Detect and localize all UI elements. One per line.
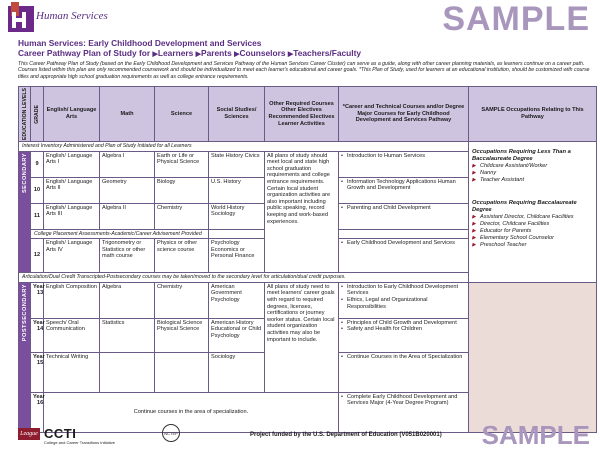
col-grade: GRADE	[31, 87, 44, 142]
english-cell: English Composition	[44, 282, 100, 318]
social-cell: State History Civics	[209, 151, 265, 177]
nccte-logo: NCTEP	[162, 424, 180, 442]
document-titles	[18, 38, 593, 80]
social-cell: World History Sociology	[209, 203, 265, 229]
year-cell: Year 13	[31, 282, 44, 318]
year-cell: Year 14	[31, 318, 44, 352]
level-secondary: SECONDARY	[19, 151, 31, 273]
sample-watermark-bottom: SAMPLE	[481, 420, 590, 450]
technical-cell: • Continue Courses in the Area of Specialization	[339, 352, 469, 392]
technical-cell: • Introduction to Human Services	[339, 151, 469, 177]
band-interest: Interest Inventory Administered and Plan of Study Initiated for all Learners	[19, 142, 469, 152]
audience-parents: Parents	[201, 48, 232, 58]
page-footer	[0, 420, 600, 450]
col-science: Science	[155, 87, 209, 142]
math-cell: Geometry	[100, 177, 155, 203]
occ-less-heading: Occupations Requiring Less Than a Baccalaureate Degree	[472, 149, 571, 163]
ccti-logo: CCTI	[44, 426, 77, 441]
ccti-logo-subtitle: College and Career Transitions Initiative	[44, 440, 115, 445]
social-cell: American Government Psychology	[209, 282, 265, 318]
specialization-cell: Continue courses in the area of specialization.	[44, 392, 339, 432]
year-cell: Year 16	[31, 392, 44, 432]
occ-item: ▶ Elementary School Counselor	[472, 235, 593, 242]
technical-cell: • Information Technology Applications Human Growth and Development	[339, 177, 469, 203]
math-cell: Algebra II	[100, 203, 155, 229]
science-cell: Physics or other science course	[155, 239, 209, 273]
english-cell: Speech/ Oral Communication	[44, 318, 100, 352]
plan-of-study-table	[18, 86, 597, 433]
year-cell: Year 15	[31, 352, 44, 392]
col-other: Other Required Courses Other Electives Recommended Electives Learner Activities	[265, 87, 339, 142]
english-cell: English/ Language Arts I	[44, 151, 100, 177]
page-subtitle: Career Pathway Plan of Study for ▶Learners ▶Parents ▶Counselors ▶Teachers/Faculty	[18, 48, 362, 58]
audience-counselors: Counselors	[239, 48, 286, 58]
technical-cell: • Early Childhood Development and Services	[339, 239, 469, 273]
col-english: English/ Language Arts	[44, 87, 100, 142]
funding-note: Project funded by the U.S. Department of Education (V051B020001)	[250, 432, 442, 438]
col-levels: EDUCATION LEVELS	[19, 87, 31, 142]
science-cell: Chemistry	[155, 282, 209, 318]
occ-item: ▶ Director, Childcare Facilities	[472, 221, 593, 228]
technical-cell: • Complete Early Childhood Development and Services Major (4-Year Degree Program)	[339, 392, 469, 432]
math-cell: Algebra	[100, 282, 155, 318]
technical-cell: • Introduction to Early Childhood Development Services • Ethics, Legal and Organizational Responsibilities	[339, 282, 469, 318]
science-cell	[155, 352, 209, 392]
grade-cell: 11	[31, 203, 44, 229]
math-cell: Statistics	[100, 318, 155, 352]
occ-item: ▶ Preschool Teacher	[472, 242, 593, 249]
sample-watermark: SAMPLE	[442, 0, 590, 38]
header-row	[19, 87, 597, 142]
technical-cell: • Principles of Child Growth and Development • Safety and Health for Children	[339, 318, 469, 352]
grade-cell: 12	[31, 239, 44, 273]
social-cell: Sociology	[209, 352, 265, 392]
human-services-logo	[8, 2, 34, 32]
secondary-other-cell: All plans of study should meet local and state high school graduation requirements and college entrance requirements. Certain local student organization activities are also important including public speaking, record keeping and work-based experiences.	[265, 151, 339, 273]
science-cell: Earth or Life or Physical Science	[155, 151, 209, 177]
occupations-cell	[469, 142, 597, 283]
occ-item: ▶ Educator for Parents	[472, 228, 593, 235]
occ-item: ▶ Assistant Director, Childcare Facilities	[472, 214, 593, 221]
arrow-icon: ▶	[287, 51, 294, 58]
audience-teachers: Teachers/Faculty	[293, 48, 362, 58]
page-header	[0, 0, 600, 38]
post-other-cell: All plans of study need to meet learners' career goals with regard to required degrees, licenses, certifications or journey worker status. Certain local student organization activities may also be important to include.	[265, 282, 339, 392]
arrow-icon: ▶	[234, 51, 240, 58]
page-title: Human Services: Early Childhood Development and Services	[18, 38, 262, 48]
table-row	[19, 282, 597, 318]
col-occupations: SAMPLE Occupations Relating to This Pathway	[469, 87, 597, 142]
audience-learners: Learners	[157, 48, 194, 58]
band-placement: College Placement Assessments-Academic/Career Advisement Provided	[31, 229, 209, 239]
col-social: Social Studies/ Sciences	[209, 87, 265, 142]
science-cell: Biology	[155, 177, 209, 203]
math-cell: Trigonometry or Statistics or other math course	[100, 239, 155, 273]
arrow-icon: ▶	[152, 51, 158, 58]
league-logo: League	[18, 428, 40, 440]
occ-bacc-heading: Occupations Requiring Baccalaureate Degree	[472, 200, 577, 214]
english-cell: English/ Language Arts IV	[44, 239, 100, 273]
grade-cell: 10	[31, 177, 44, 203]
intro-paragraph: This Career Pathway Plan of Study (based on the Early Childhood Development and Services Pathway of the Human Services Career Cluster) can serve as a guide, along with other career planning materials, as learners continue on a career path. Courses listed within this plan are only recommended coursework and should be individualized to meet each learner's educational and career goals. *This Plan of Study, used for learners at an educational institution, should be customized with course titles and appropriate high school graduation requirements as well as college entrance requirements.	[18, 61, 590, 80]
social-cell: U.S. History	[209, 177, 265, 203]
math-cell: Algebra I	[100, 151, 155, 177]
band-articulation: Articulation/Dual Credit Transcripted-Postsecondary courses may be taken/moved to the secondary level for articulation/dual credit purposes.	[19, 273, 469, 283]
social-cell: American History Educational or Child Psychology	[209, 318, 265, 352]
social-cell: Psychology Economics or Personal Finance	[209, 239, 265, 273]
brand-name: Human Services	[36, 10, 108, 22]
technical-cell: • Parenting and Child Development	[339, 203, 469, 229]
col-math: Math	[100, 87, 155, 142]
science-cell: Biological Science Physical Science	[155, 318, 209, 352]
science-cell: Chemistry	[155, 203, 209, 229]
english-cell: English/ Language Arts II	[44, 177, 100, 203]
band-row	[19, 142, 597, 152]
occ-item: ▶ Nanny	[472, 170, 593, 177]
grade-cell: 9	[31, 151, 44, 177]
occ-item: ▶ Childcare Assistant/Worker	[472, 163, 593, 170]
english-cell: English/ Language Arts III	[44, 203, 100, 229]
arrow-icon: ▶	[195, 51, 201, 58]
math-cell	[100, 352, 155, 392]
col-technical: *Career and Technical Courses and/or Degree Major Courses for Early Childhood Development and Services Pathway	[339, 87, 469, 142]
occ-item: ▶ Teacher Assistant	[472, 177, 593, 184]
english-cell: Technical Writing	[44, 352, 100, 392]
level-postsecondary: POSTSECONDARY	[19, 282, 31, 432]
